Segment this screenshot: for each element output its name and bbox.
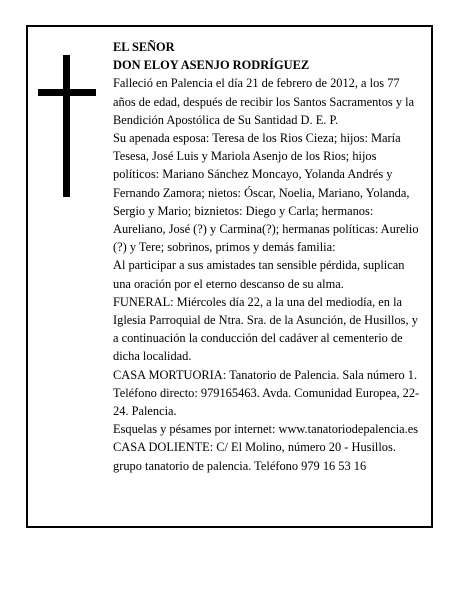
death-announcement: Falleció en Palencia el día 21 de febrero de 2012, a los 77 años de edad, después de recibir los Santos Sacramentos y la Bendición Apostólica de Su Santidad D. E. P. (113, 76, 415, 127)
prayer-request: Al participar a sus amistades tan sensible pérdida, suplican una oración por el eterno descanso de su alma. (113, 258, 405, 291)
family-list: Su apenada esposa: Teresa de los Rios Cieza; hijos: María Tesesa, José Luis y Mariola Asenjo de los Rios; hijos políticos: Mariano Sánchez Moncayo, Yolanda Andrés y Fernando Zamora; nietos: Óscar, Noelia, Mariano, Yolanda, Sergio y Mario; biznietos: Diego y Carla; hermanos: Aureliano, José (?) y Carmina(?); hermanas políticas: Aurelio (?) y Tere; sobrinos, primos y demás familia: (113, 131, 419, 255)
cross-horizontal-bar (38, 89, 96, 96)
cross-vertical-bar (63, 55, 70, 197)
obituary-text (113, 38, 425, 475)
funeral-details: FUNERAL: Miércoles día 22, a la una del mediodía, en la Iglesia Parroquial de Ntra. Sra. de la Asunción, de Husillos, y a continuación la conducción del cadáver al cementerio de dicha localidad. (113, 294, 418, 364)
mortuary-details: CASA MORTUORIA: Tanatorio de Palencia. Sala número 1. Teléfono directo: 979165463. Avda. Comunidad Europea, 22-24. Palencia. (113, 367, 420, 419)
internet-condolences: Esquelas y pésames por internet: www.tanatoriodepalencia.es (113, 422, 419, 437)
funeral-home-contact: grupo tanatorio de palencia. Teléfono 979 16 53 16 (113, 458, 367, 473)
deceased-name: DON ELOY ASENJO RODRÍGUEZ (113, 58, 310, 73)
family-home-address: CASA DOLIENTE: C/ El Molino, número 20 - Husillos. (113, 440, 396, 455)
cross-icon (38, 55, 96, 197)
heading-title: EL SEÑOR (113, 40, 175, 54)
